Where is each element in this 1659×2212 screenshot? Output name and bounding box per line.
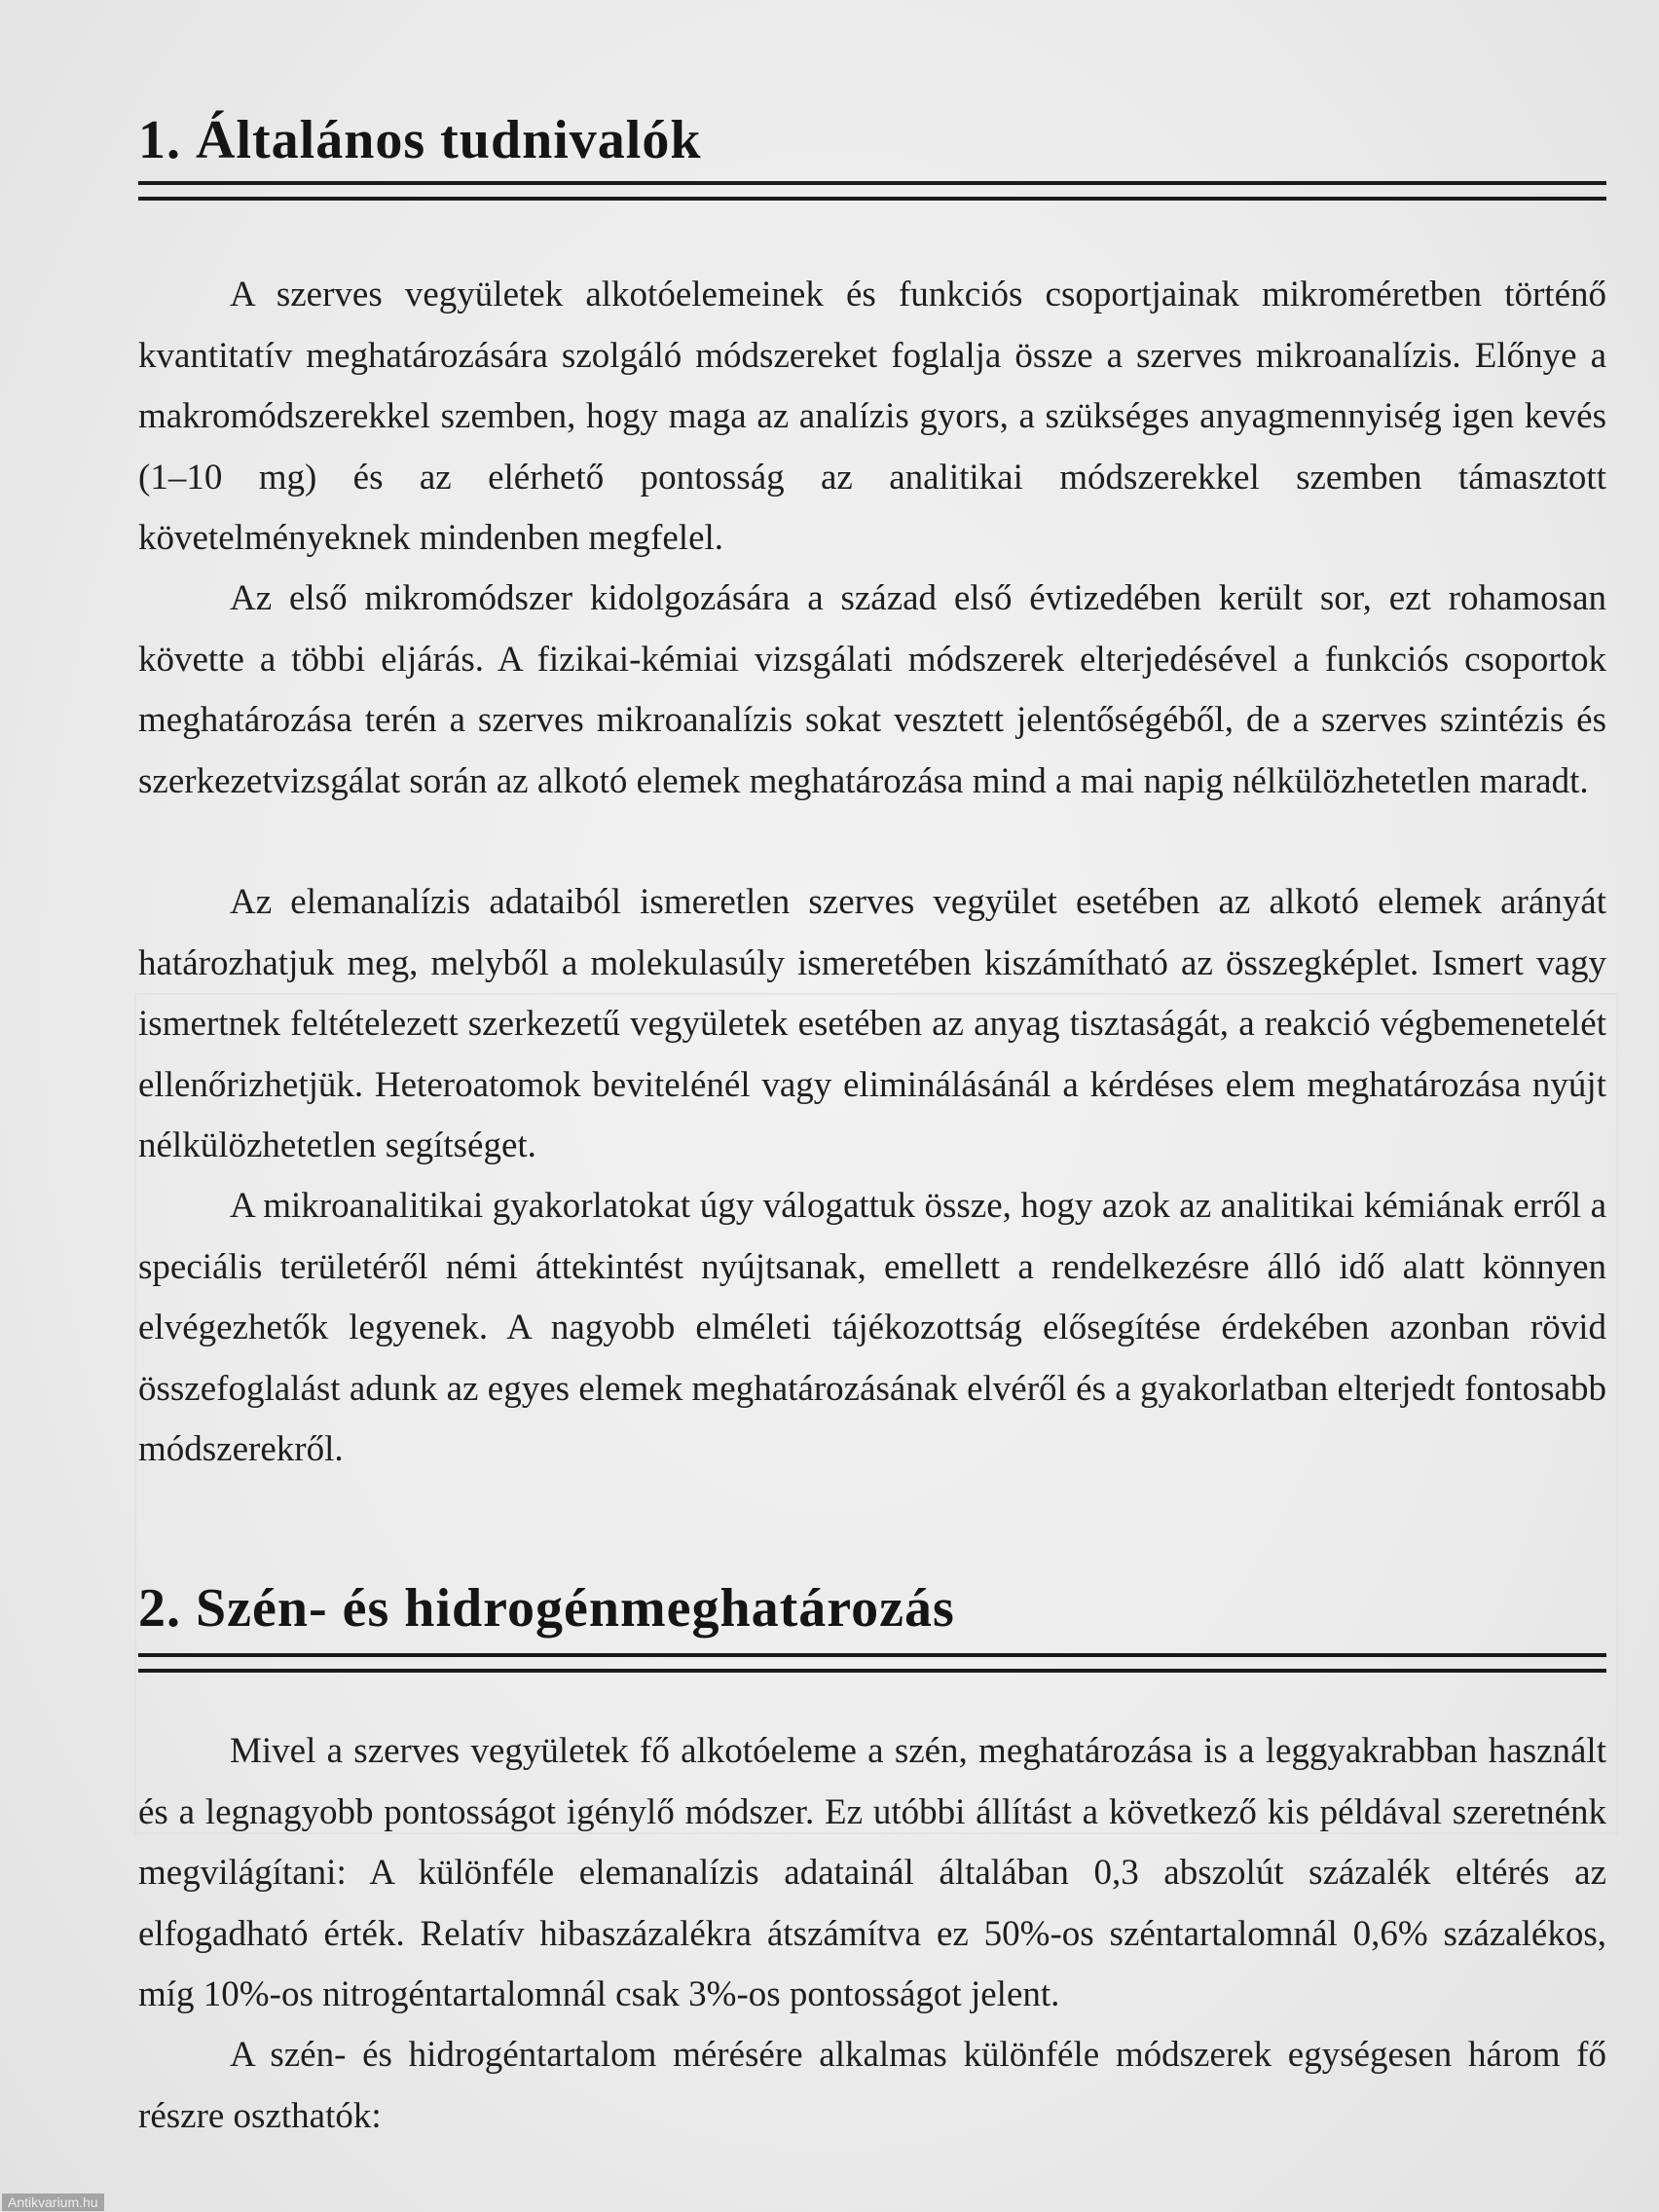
- paragraph-method-groups: A szén- és hidrogéntartalom mérésére alkalmas különféle módszerek egységesen három fő részre oszthatók:: [138, 2035, 1606, 2136]
- section-heading-carbon-hydrogen: 2. Szén- és hidrogénmeghatározás: [138, 1578, 955, 1639]
- paragraph-history: Az első mikromódszer kidolgozására a század első évtizedében került sor, ezt rohamosan követte a többi eljárás. A fizikai-kémiai vizsgálati módszerek elterjedésével a funkciós csoportok meghatározása terén a szerves mikroanalízis sokat vesztett jelentőségéből, de a szerves szintézis és szerkezetvizsgálat során az alkotó elemek meghatározása mind a mai napig nélkülözhetetlen maradt.: [138, 578, 1606, 801]
- heading-double-rule: [138, 181, 1606, 201]
- paragraph-carbon-importance: Mivel a szerves vegyületek fő alkotóeleme a szén, meghatározása is a leggyakrabban használt és a legnagyobb pontosságot igénylő módszer. Ez utóbbi állítást a következő kis példával szeretnénk megvilágítani: A különféle elemanalízis adatainál általában 0,3 abszolút százalék eltérés az elfogadható érték. Relatív hibaszázalékra átszámítva ez 50%-os széntartalomnál 0,6% százalékos, míg 10%-os nitrogéntartalomnál csak 3%-os pontosságot jelent.: [138, 1731, 1606, 2014]
- paragraph-intro: A szerves vegyületek alkotóelemeinek és funkciós csoportjainak mikroméretben történő kvantitatív meghatározására szolgáló módszereket foglalja össze a szerves mikroanalízis. Előnye a makromódszerekkel szemben, hogy maga az analízis gyors, a szükséges anyagmennyiség igen kevés (1–10 mg) és az elérhető pontosság az analitikai módszerekkel szemben támasztott követelményeknek mindenben megfelel.: [138, 275, 1606, 558]
- paragraph-exercises: A mikroanalitikai gyakorlatokat úgy válogattuk össze, hogy azok az analitikai kémiának erről a speciális területéről némi áttekintést nyújtsanak, emellett a rendelkezésre álló idő alatt könnyen elvégezhetők legyenek. A nagyobb elméleti tájékozottság elősegítése érdekében azonban rövid összefoglalást adunk az egyes elemek meghatározásának elvéről és a gyakorlatban elterjedt fontosabb módszerekről.: [138, 1186, 1606, 1469]
- heading-double-rule: [138, 1653, 1606, 1673]
- section-heading-general-info: 1. Általános tudnivalók: [138, 110, 702, 170]
- watermark: Antikvarium.hu: [2, 2194, 104, 2211]
- paragraph-element-analysis: Az elemanalízis adataiból ismeretlen szerves vegyület esetében az alkotó elemek arányát határozhatjuk meg, melyből a molekulasúly ismeretében kiszámítható az összegképlet. Ismert vagy ismertnek feltételezett szerkezetű vegyületek esetében az anyag tisztaságát, a reakció végbemenetelét ellenőrizhetjük. Heteroatomok bevitelénél vagy eliminálásánál a kérdéses elem meghatározása nyújt nélkülözhetetlen segítséget.: [138, 882, 1606, 1165]
